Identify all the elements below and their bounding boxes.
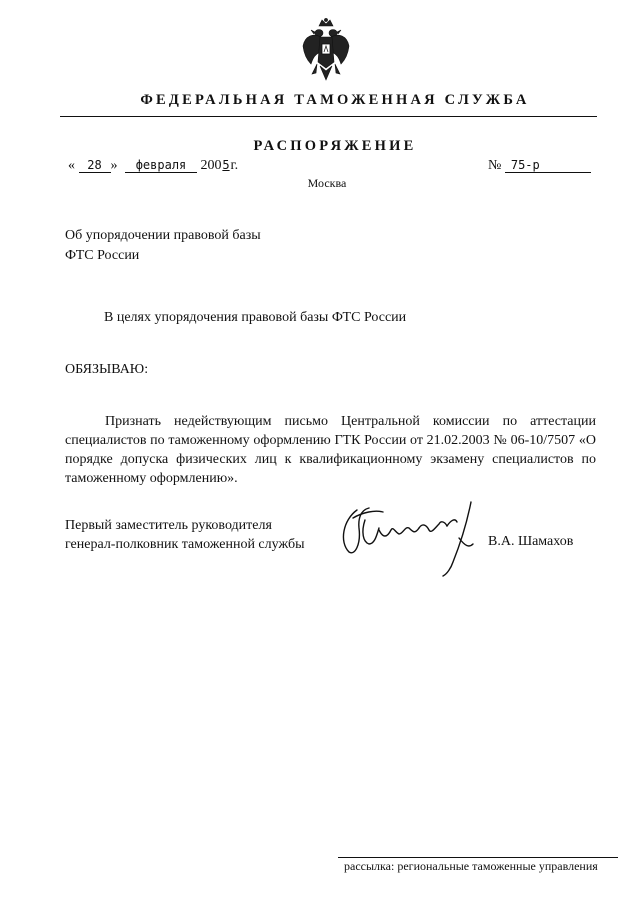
date-year-suffix: г. [230,158,239,173]
document-type: РАСПОРЯЖЕНИЕ [253,138,417,154]
date-close-quote: » [110,158,118,173]
date-day: 28 [79,158,111,173]
date-month: февраля [125,158,197,173]
date-year-digit: 5 [222,158,230,172]
city-name: Москва [307,176,347,190]
signatory-title-line-2: генерал-полковник таможенной службы [65,537,305,552]
coat-of-arms-emblem [301,18,351,86]
document-number [488,158,591,174]
agency-name: ФЕДЕРАЛЬНАЯ ТАМОЖЕННАЯ СЛУЖБА [140,92,530,108]
subject-line-1: Об упорядочении правовой базы [65,228,261,243]
document-date [68,158,238,174]
date-open-quote: « [68,158,75,173]
number-sign: № [488,158,502,173]
body-paragraph: Признать недействующим письмо Центральной комиссии по аттестации специалистов по таможенному оформлению ГТК России от 21.02.2003 № 06-10/7507 «О порядке допуска физических лиц к квалификационному экзамену специалистов по таможенному оформлению». [65,414,596,486]
document-subject [65,226,261,266]
footer-rule [338,857,618,858]
date-year-prefix: 200 [200,158,222,173]
intro-paragraph: В целях упорядочения правовой базы ФТС России [104,310,407,325]
header-rule [60,116,597,117]
signatory-title-line-1: Первый заместитель руководителя [65,518,272,533]
order-word: ОБЯЗЫВАЮ: [65,362,149,377]
subject-line-2: ФТС России [65,248,140,263]
number-value: 75-р [505,158,591,173]
distribution-note: рассылка: региональные таможенные управления [344,859,598,873]
signatory-title [65,516,304,554]
handwritten-signature [335,498,485,578]
signatory-name: В.А. Шамахов [488,534,574,549]
